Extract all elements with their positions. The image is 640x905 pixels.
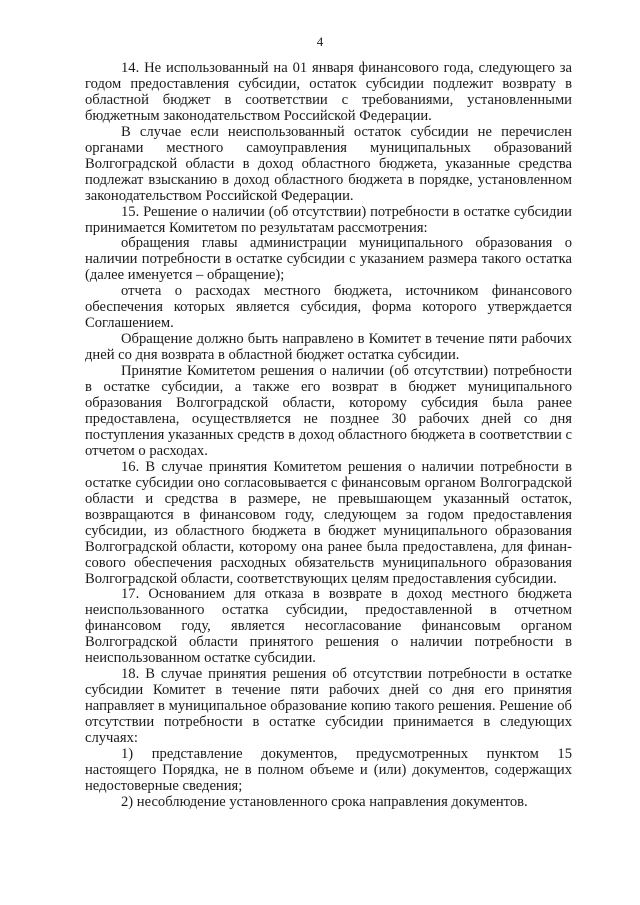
- paragraph-14-recovery: В случае если неиспользованный остаток субсидии не перечислен органами местного самоуправления муниципальных образований Волгоградской области в доход областного бюджета, указанные средства подлежат взысканию в доход областного бюджета в порядке, установленном законодательством Российской Федерации.: [85, 123, 572, 204]
- paragraph-15-decision: Принятие Комитетом решения о наличии (об отсутствии) потребности в остатке субсидии, а также его возврат в бюджет муниципального образования Волгоградской области, которому субсидия была ранее предоставлена, осуществляется не позднее 30 рабочих дней со дня поступления указанных средств в доход областного бюджета в соответствии с отчетом о расходах.: [85, 363, 572, 459]
- document-body: [85, 61, 572, 811]
- paragraph-18-case-2: 2) несоблюдение установленного срока направления документов.: [121, 793, 528, 810]
- paragraph-14: 14. Не использованный на 01 января финансового года, следующего за годом предоставления субсидии, остаток субсидии подлежит возврату в областной бюджет в соответствии с требованиями, установленными бюджетным законодательством Российской Федерации.: [85, 60, 572, 124]
- paragraph-15: 15. Решение о наличии (об отсутствии) потребности в остатке субсидии принимается Комитетом по результатам рассмотрения:: [85, 203, 572, 236]
- paragraph-18: 18. В случае принятия решения об отсутствии потребности в остатке субсидии Комитет в течение пяти рабочих дней со дня его принятия направляет в муниципальное образование копию такого решения. Решение об отсутствии потребности в остатке субсидии принимается в следующих случаях:: [85, 666, 572, 747]
- paragraph-17: 17. Основанием для отказа в возврате в доход местного бюджета неиспользованного остатка субсидии, предоставленной в отчетном финансовом году, является несогласование финансовым органом Волгоградской области принятого решения о наличии потребности в неиспользованном остатке субсидии.: [85, 586, 572, 667]
- paragraph-15-appeal: обращения главы администрации муниципального образования о наличии потребности в остатке субсидии с указанием размера такого остатка (далее именуется – обращение);: [85, 235, 572, 284]
- paragraph-16: 16. В случае принятия Комитетом решения о наличии потребности в остатке субсидии оно согласовывается с финансовым органом Волгоградской области и средства в размере, не превышающем указанный остаток, возвращаются в финансовом году, следующем за годом предоставления субсидии, из областного бюджета в бюджет муниципального образования Волгоградской области, которому она ранее была предоставлена, для финансового обеспечения расходных обязательств муниципального образования Волгоградской области, соответствующих целям предоставления субсидии.: [85, 458, 572, 587]
- paragraph-15-report: отчета о расходах местного бюджета, источником финансового обеспечения которых является субсидия, форма которого утверждается Соглашением.: [85, 283, 572, 332]
- paragraph-15-deadline: Обращение должно быть направлено в Комитет в течение пяти рабочих дней со дня возврата в областной бюджет остатка субсидии.: [85, 331, 572, 364]
- page-number: 4: [316, 34, 324, 49]
- paragraph-18-case-1: 1) представление документов, предусмотренных пунктом 15 настоящего Порядка, не в полном объеме и (или) документов, содержащих недостоверные сведения;: [85, 745, 572, 794]
